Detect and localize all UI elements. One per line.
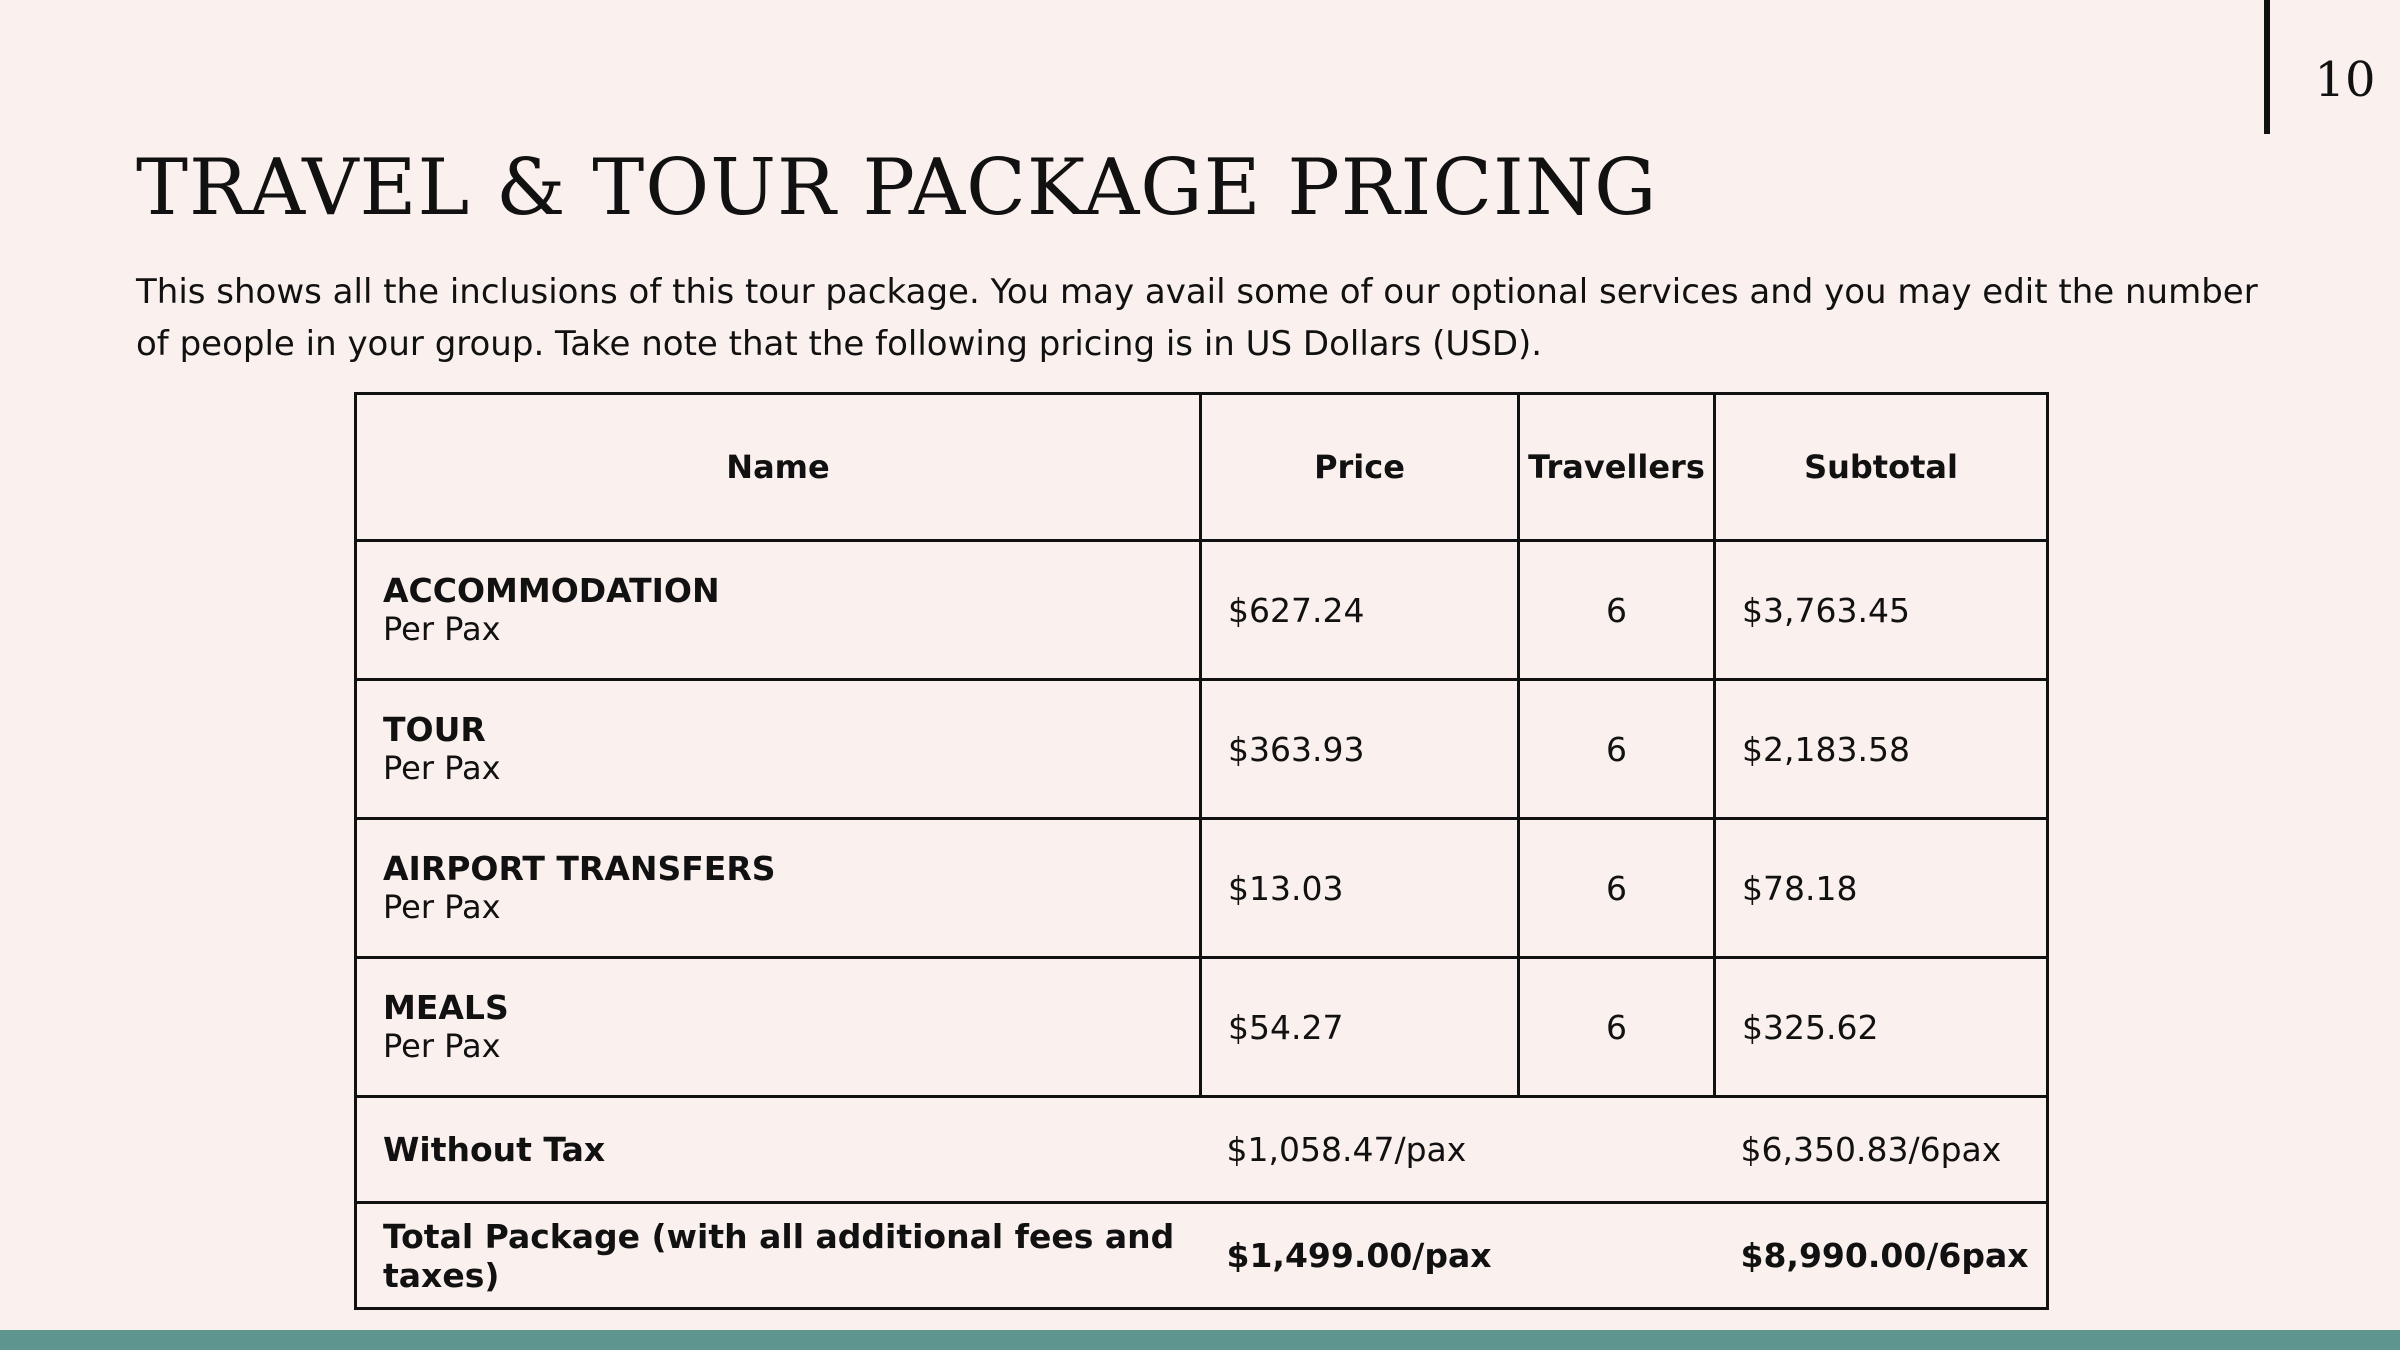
item-price: $627.24: [1201, 541, 1519, 680]
item-name-cell: [356, 819, 1201, 958]
item-price: $363.93: [1201, 680, 1519, 819]
item-subtotal: $3,763.45: [1715, 541, 2048, 680]
table-row: [356, 958, 2048, 1097]
item-unit: Per Pax: [383, 1027, 501, 1065]
without-tax-per-pax: $1,058.47/pax: [1201, 1097, 1715, 1203]
item-travellers: 6: [1519, 680, 1715, 819]
item-name: TOUR: [383, 710, 486, 749]
item-unit: Per Pax: [383, 610, 501, 648]
page-number-rule: [2264, 0, 2270, 134]
item-price: $13.03: [1201, 819, 1519, 958]
item-name: AIRPORT TRANSFERS: [383, 849, 776, 888]
total-per-pax: $1,499.00/pax: [1201, 1203, 1715, 1309]
header-travellers: Travellers: [1519, 394, 1715, 541]
page-number: 10: [2314, 52, 2376, 108]
table-row: [356, 819, 2048, 958]
without-tax-row: [356, 1097, 2048, 1203]
item-name: MEALS: [383, 988, 509, 1027]
table-row: [356, 541, 2048, 680]
header-price: Price: [1201, 394, 1519, 541]
item-name-cell: [356, 541, 1201, 680]
total-row: [356, 1203, 2048, 1309]
item-name-cell: [356, 958, 1201, 1097]
item-subtotal: $78.18: [1715, 819, 2048, 958]
table-row: [356, 680, 2048, 819]
item-name-cell: [356, 680, 1201, 819]
total-group: $8,990.00/6pax: [1715, 1203, 2048, 1309]
item-name: ACCOMMODATION: [383, 571, 720, 610]
header-name: Name: [356, 394, 1201, 541]
item-subtotal: $325.62: [1715, 958, 2048, 1097]
intro-paragraph: This shows all the inclusions of this tour package. You may avail some of our optional services and you may edit the number of people in your group. Take note that the following pricing is in US Dollars (USD).: [136, 272, 2258, 364]
item-travellers: 6: [1519, 958, 1715, 1097]
item-subtotal: $2,183.58: [1715, 680, 2048, 819]
item-travellers: 6: [1519, 819, 1715, 958]
item-travellers: 6: [1519, 541, 1715, 680]
total-label: Total Package (with all additional fees and taxes): [356, 1203, 1201, 1309]
page-title: TRAVEL & TOUR PACKAGE PRICING: [136, 143, 1658, 233]
footer-bar: [0, 1330, 2400, 1350]
item-unit: Per Pax: [383, 888, 501, 926]
without-tax-group: $6,350.83/6pax: [1715, 1097, 2048, 1203]
header-subtotal: Subtotal: [1715, 394, 2048, 541]
pricing-table: [354, 392, 2049, 1310]
item-unit: Per Pax: [383, 749, 501, 787]
item-price: $54.27: [1201, 958, 1519, 1097]
without-tax-label: Without Tax: [356, 1097, 1201, 1203]
table-header-row: [356, 394, 2048, 541]
